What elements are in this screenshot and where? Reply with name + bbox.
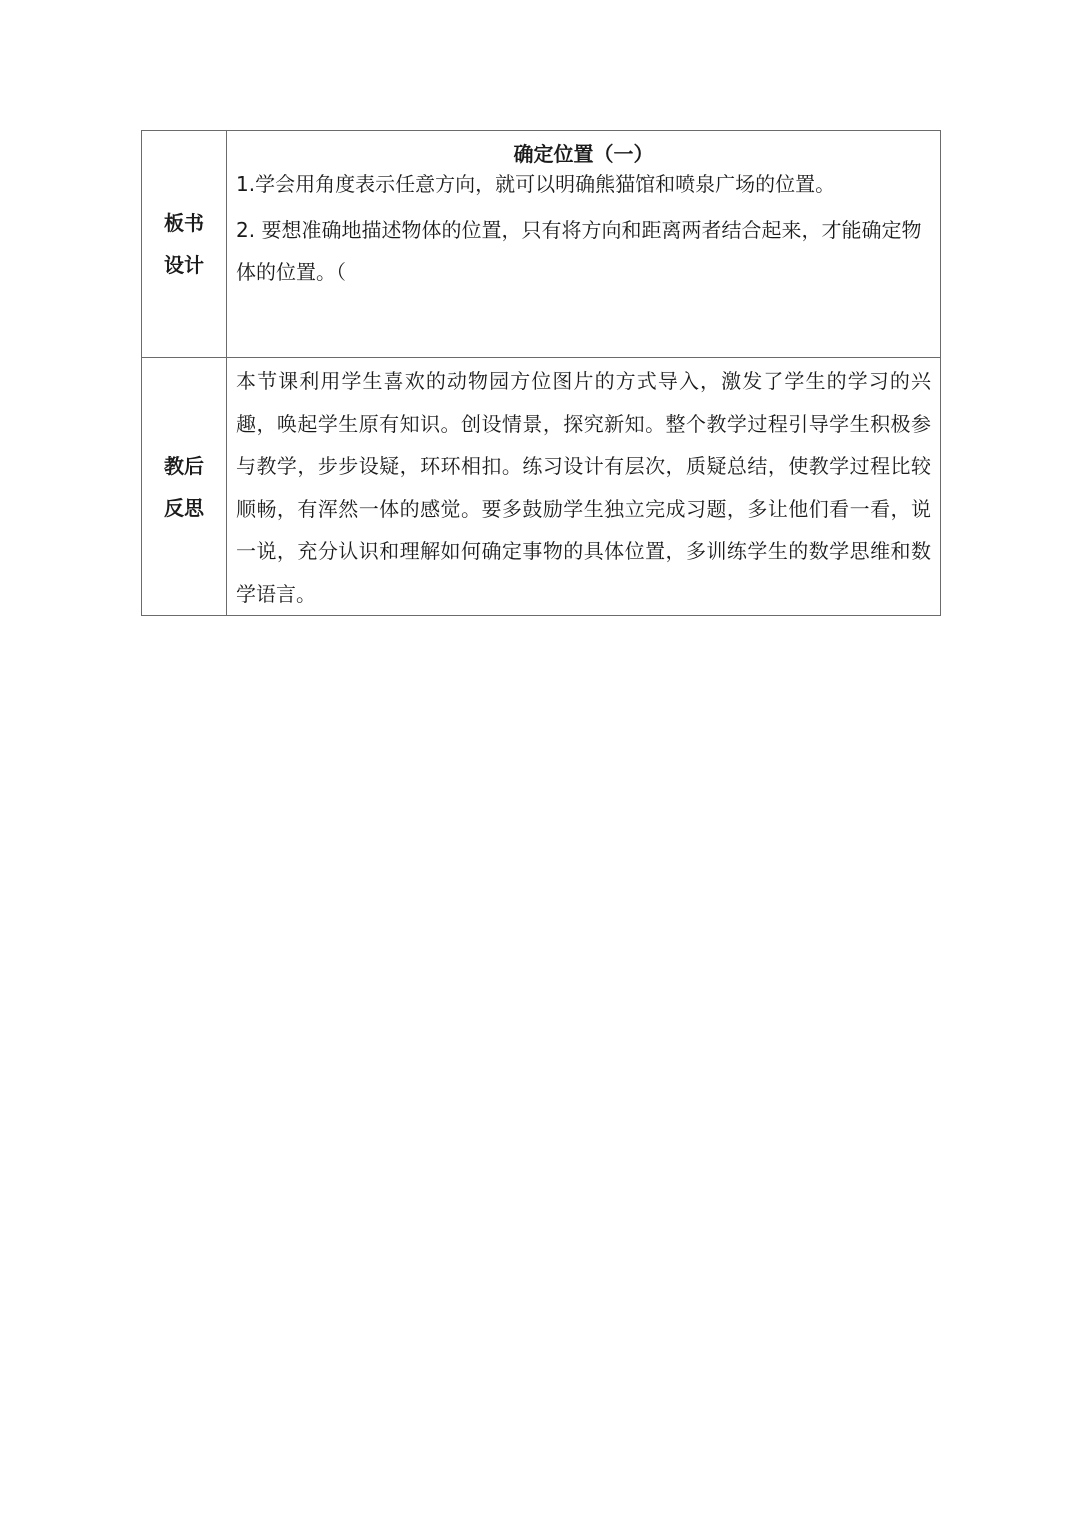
reflection-label-line2: 反思 (164, 495, 204, 520)
reflection-label-line1: 教后 (164, 453, 204, 478)
board-design-label-line1: 板书 (164, 211, 204, 235)
board-design-row (142, 131, 941, 358)
reflection-content-cell (227, 358, 941, 616)
lesson-plan-table (141, 130, 941, 616)
board-design-content-cell (227, 131, 941, 358)
reflection-label-cell (142, 358, 227, 616)
board-design-label-line2: 设计 (164, 253, 204, 277)
board-design-point-2: 2. 要想准确地描述物体的位置，只有将方向和距离两者结合起来，才能确定物体的位置。（ (236, 218, 922, 284)
board-design-label-cell (142, 131, 227, 358)
board-design-title: 确定位置（一） (513, 142, 654, 166)
board-design-point-1: 1.学会用角度表示任意方向，就可以明确熊猫馆和喷泉广场的位置。 (236, 172, 836, 196)
reflection-row (142, 358, 941, 616)
reflection-text: 本节课利用学生喜欢的动物园方位图片的方式导入，激发了学生的学习的兴趣，唤起学生原有知识。创设情景，探究新知。整个教学过程引导学生积极参与教学，步步设疑，环环相扣。练习设计有层次，质疑总结，使教学过程比较顺畅，有浑然一体的感觉。要多鼓励学生独立完成习题，多让他们看一看，说一说，充分认识和理解如何确定事物的具体位置，多训练学生的数学思维和数学语言。 (236, 369, 931, 606)
